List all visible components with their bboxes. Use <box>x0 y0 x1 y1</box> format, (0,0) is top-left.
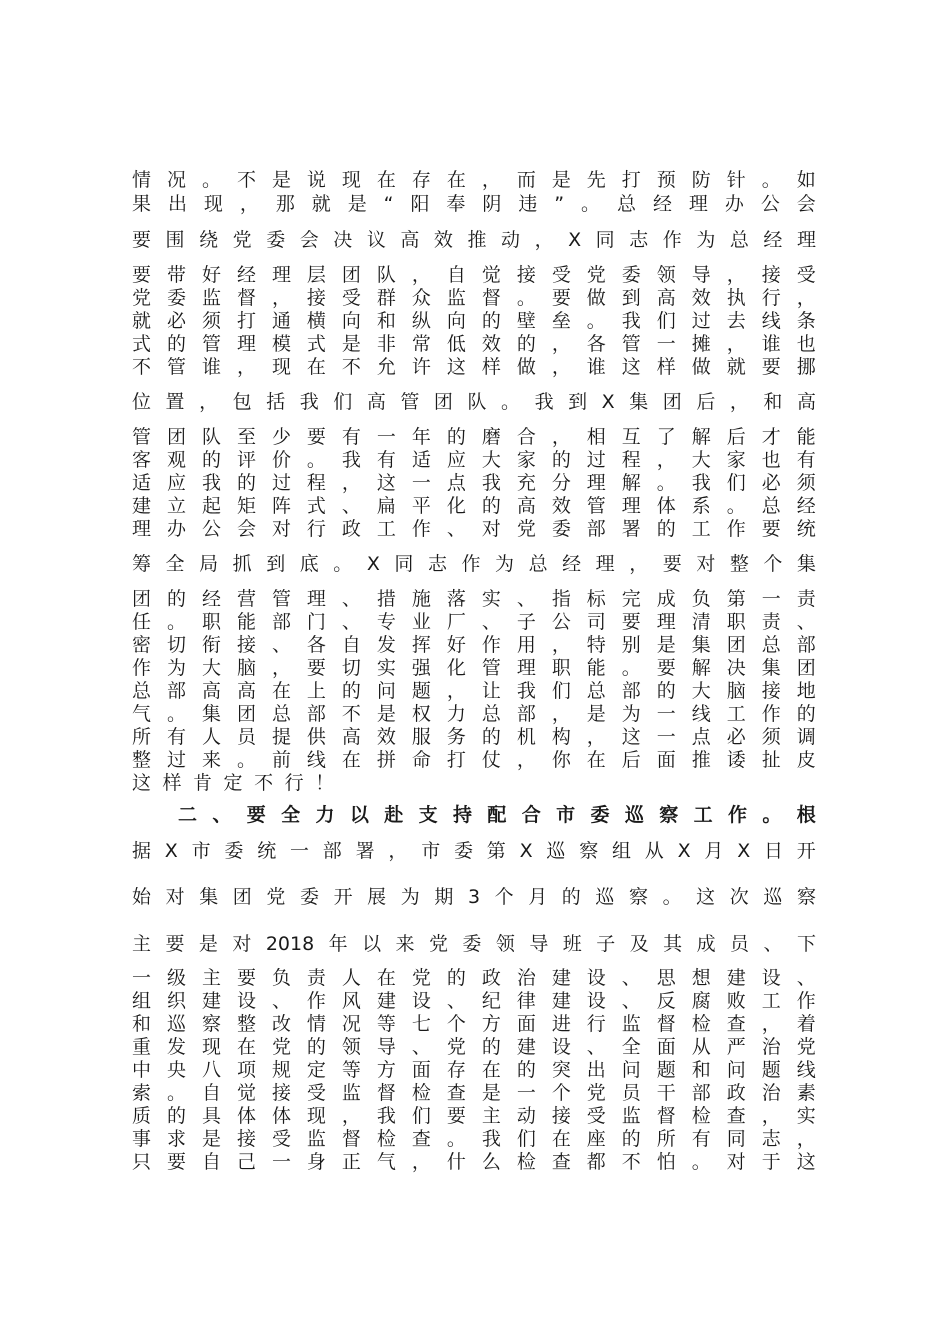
text-line: 所 有 人 员 提 供 高 效 服 务 的 机 构 ， 这 一 点 必 须 调 <box>132 726 816 748</box>
text-line: 位 置 ， 包 括 我 们 高 管 团 队 。 我 到 X 集 团 后 ， 和 高 <box>132 391 816 413</box>
text-line: 式 的 管 理 模 式 是 非 常 低 效 的 ， 各 管 一 摊 ， 谁 也 <box>132 333 816 355</box>
text-line: 适 应 我 的 过 程 ， 这 一 点 我 充 分 理 解 。 我 们 必 须 <box>132 472 816 494</box>
text-line: 任 。 职 能 部 门 、 专 业 厂 、 子 公 司 要 理 清 职 责 、 <box>132 611 816 633</box>
text-line: 总 部 高 高 在 上 的 问 题 ， 让 我 们 总 部 的 大 脑 接 地 <box>132 680 816 702</box>
text-line: 团 的 经 营 管 理 、 措 施 落 实 、 指 标 完 成 负 第 一 责 <box>132 588 816 610</box>
text-line: 始 对 集 团 党 委 开 展 为 期 3 个 月 的 巡 察 。 这 次 巡 察 <box>132 886 816 908</box>
text-line: 中 央 八 项 规 定 等 方 面 存 在 的 突 出 问 题 和 问 题 线 <box>132 1059 816 1081</box>
text-line: 事 求 是 接 受 监 督 检 查 。 我 们 在 座 的 所 有 同 志 ， <box>132 1128 816 1150</box>
text-line: 筹 全 局 抓 到 底 。 X 同 志 作 为 总 经 理 ， 要 对 整 个 集 <box>132 553 816 575</box>
text-line: 建 立 起 矩 阵 式 、 扁 平 化 的 高 效 管 理 体 系 。 总 经 <box>132 495 816 517</box>
text-line: 密 切 衔 接 、 各 自 发 挥 好 作 用 ， 特 别 是 集 团 总 部 <box>132 634 816 656</box>
text-line: 一 级 主 要 负 责 人 在 党 的 政 治 建 设 、 思 想 建 设 、 <box>132 967 816 989</box>
text-line: 和 巡 察 整 改 情 况 等 七 个 方 面 进 行 监 督 检 查 ， 着 <box>132 1013 816 1035</box>
text-line: 只 要 自 己 一 身 正 气 ， 什 么 检 查 都 不 怕 。 对 于 这 <box>132 1151 816 1173</box>
text-line: 理 办 公 会 对 行 政 工 作 、 对 党 委 部 署 的 工 作 要 统 <box>132 518 816 540</box>
text-line: 气 。 集 团 总 部 不 是 权 力 总 部 ， 是 为 一 线 工 作 的 <box>132 703 816 725</box>
text-line: 要 围 绕 党 委 会 决 议 高 效 推 动 ， X 同 志 作 为 总 经 理 <box>132 229 816 251</box>
text-line: 据 X 市 委 统 一 部 署 ， 市 委 第 X 巡 察 组 从 X 月 X 日 开 <box>132 840 816 862</box>
text-line: 整 过 来 。 前 线 在 拼 命 打 仗 ， 你 在 后 面 推 诿 扯 皮 <box>132 749 816 771</box>
text-line: 索 。 自 觉 接 受 监 督 检 查 是 一 个 党 员 干 部 政 治 素 <box>132 1082 816 1104</box>
text-line: 作 为 大 脑 ， 要 切 实 强 化 管 理 职 能 。 要 解 决 集 团 <box>132 657 816 679</box>
text-line: 客 观 的 评 价 。 我 有 适 应 大 家 的 过 程 ， 大 家 也 有 <box>132 449 816 471</box>
text-line: 果 出 现 ， 那 就 是 “ 阳 奉 阴 违 ” 。 总 经 理 办 公 会 <box>132 193 816 215</box>
section-heading-line: 二 、 要 全 力 以 赴 支 持 配 合 市 委 巡 察 工 作 。 根 <box>178 804 816 826</box>
text-line: 不 管 谁 ， 现 在 不 允 许 这 样 做 ， 谁 这 样 做 就 要 挪 <box>132 356 816 378</box>
text-line: 组 织 建 设 、 作 风 建 设 、 纪 律 建 设 、 反 腐 败 工 作 <box>132 990 816 1012</box>
text-line: 管 团 队 至 少 要 有 一 年 的 磨 合 ， 相 互 了 解 后 才 能 <box>132 426 816 448</box>
text-line: 要 带 好 经 理 层 团 队 ， 自 觉 接 受 党 委 领 导 ， 接 受 <box>132 264 816 286</box>
text-line: 重 发 现 在 党 的 领 导 、 党 的 建 设 、 全 面 从 严 治 党 <box>132 1036 816 1058</box>
text-line: 质 的 具 体 体 现 ， 我 们 要 主 动 接 受 监 督 检 查 ， 实 <box>132 1105 816 1127</box>
text-line: 主 要 是 对 2018 年 以 来 党 委 领 导 班 子 及 其 成 员 、 下 <box>132 933 816 955</box>
text-line: 就 必 须 打 通 横 向 和 纵 向 的 壁 垒 。 我 们 过 去 线 条 <box>132 310 816 332</box>
text-line: 党 委 监 督 ， 接 受 群 众 监 督 。 要 做 到 高 效 执 行 ， <box>132 287 816 309</box>
text-line: 情 况 。 不 是 说 现 在 存 在 ， 而 是 先 打 预 防 针 。 如 <box>132 169 816 191</box>
text-line: 这 样 肯 定 不 行 ！ <box>132 772 335 794</box>
